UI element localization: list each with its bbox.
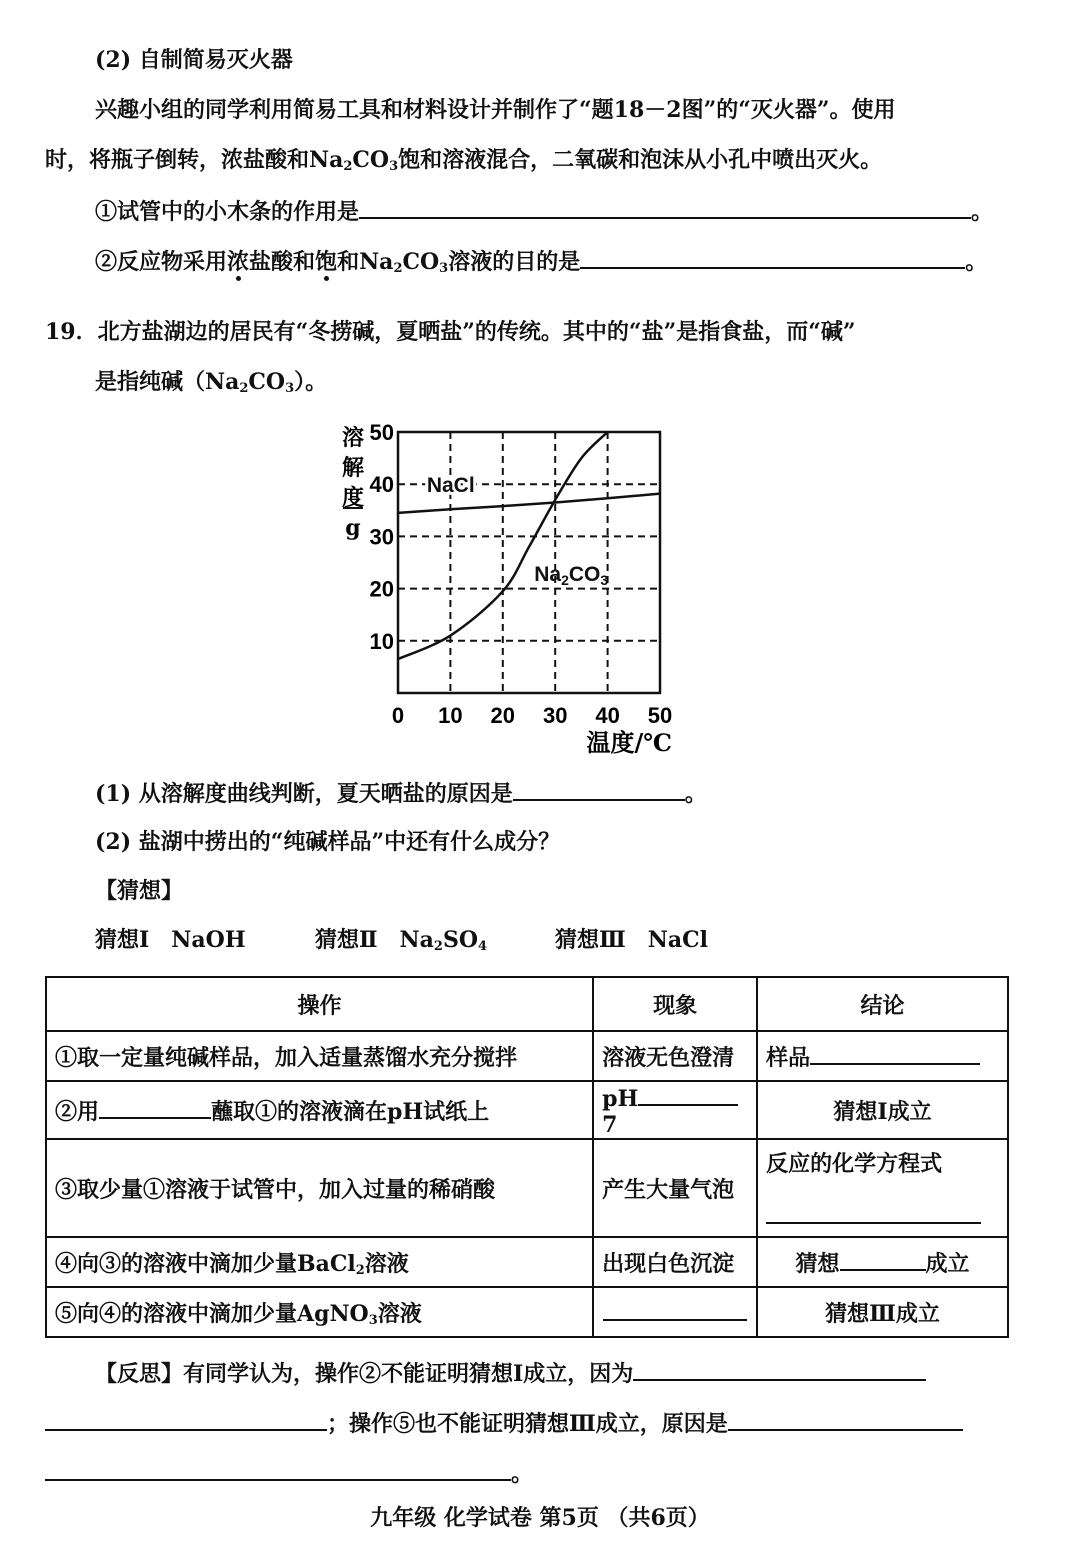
header-phenomenon: 现象	[593, 977, 757, 1031]
row3-phenomenon: 产生大量气泡	[593, 1139, 757, 1237]
y-axis-label-char: 溶	[341, 425, 365, 451]
solubility-chart	[330, 415, 690, 755]
y-axis-label-char: 解	[341, 455, 365, 481]
row2-phenomenon: pH7	[593, 1081, 757, 1139]
answer-blank[interactable]	[45, 1407, 327, 1431]
row4-phenomenon: 出现白色沉淀	[593, 1237, 757, 1287]
reflect-line1: 【反思】有同学认为，操作②不能证明猜想Ⅰ成立，因为	[95, 1357, 926, 1389]
x-tick-label: 20	[490, 703, 516, 728]
row1-operation: ①取一定量纯碱样品，加入适量蒸馏水充分搅拌	[46, 1031, 593, 1081]
header-conclusion: 结论	[757, 977, 1008, 1031]
table-row	[46, 1287, 1008, 1337]
answer-blank[interactable]	[638, 1082, 738, 1106]
table-row	[46, 1237, 1008, 1287]
q18-item1: ①试管中的小木条的作用是 。	[95, 195, 993, 227]
reflect-line2: ；操作⑤也不能证明猜想Ⅲ成立，原因是	[45, 1407, 963, 1439]
guess-2: 猜想Ⅱ $Na_2SO_4$	[315, 927, 488, 954]
series-label-na2co3: Na2CO3	[534, 562, 609, 588]
row3-conclusion: 反应的化学方程式	[757, 1139, 1008, 1237]
y-tick-label: 40	[369, 472, 394, 498]
table-row	[46, 1031, 1008, 1081]
q18-sub2-title: (2) 自制简易灭火器	[95, 47, 293, 73]
table-row	[46, 1081, 1008, 1139]
answer-blank[interactable]	[810, 1041, 980, 1065]
row5-operation: ⑤向④的溶液中滴加少量AgNO$_3$溶液	[46, 1287, 593, 1337]
x-tick-label: 0	[391, 703, 405, 728]
q19-stem-line2: 是指纯碱$(Na_2CO_3)$。	[95, 369, 328, 396]
q19-sub2: (2) 盐湖中捞出的“纯碱样品”中还有什么成分？	[95, 829, 561, 855]
y-tick-label: 30	[369, 524, 394, 550]
y-tick-label: 10	[369, 628, 394, 654]
row2-conclusion: 猜想Ⅰ成立	[757, 1081, 1008, 1139]
answer-blank[interactable]	[45, 1457, 511, 1481]
row5-phenomenon	[593, 1287, 757, 1337]
q18-intro-line1: 兴趣小组的同学利用简易工具和材料设计并制作了“题18－2图”的“灭火器”。使用	[95, 97, 896, 123]
row5-conclusion: 猜想Ⅲ成立	[757, 1287, 1008, 1337]
guess-3: 猜想Ⅲ NaCl	[555, 927, 709, 953]
table-row	[46, 1139, 1008, 1237]
y-tick-label: 20	[369, 576, 394, 602]
x-tick-label: 50	[647, 703, 673, 728]
answer-blank[interactable]	[359, 195, 971, 219]
answer-blank[interactable]	[99, 1095, 211, 1119]
reflect-line3: 。	[45, 1457, 533, 1489]
q18-intro-line2: 时，将瓶子倒转，浓盐酸和$Na_2CO_3$饱和溶液混合，二氧碳和泡沫从小孔中喷出灭火。	[45, 147, 883, 174]
answer-blank[interactable]	[728, 1407, 963, 1431]
table-header-row	[46, 977, 1008, 1031]
row1-conclusion: 样品	[757, 1031, 1008, 1081]
answer-blank[interactable]	[633, 1357, 926, 1381]
answer-blank[interactable]	[766, 1200, 981, 1224]
x-tick-label: 10	[438, 703, 463, 728]
header-operation: 操作	[46, 977, 593, 1031]
answer-blank[interactable]	[580, 245, 965, 269]
y-axis-label-char: 度	[341, 485, 365, 511]
series-label-nacl: NaCl	[426, 474, 475, 498]
plot-frame	[398, 432, 660, 693]
q19-stem-line1: 19．北方盐湖边的居民有“冬捞碱，夏晒盐”的传统。其中的“盐”是指食盐，而“碱”	[45, 319, 856, 345]
page-footer: 九年级 化学试卷 第5页 （共6页）	[370, 1505, 710, 1531]
answer-blank[interactable]	[603, 1297, 747, 1321]
y-axis-label-char: g	[345, 515, 361, 541]
answer-blank[interactable]	[513, 777, 685, 801]
row4-conclusion: 猜想 成立	[757, 1237, 1008, 1287]
guess-1: 猜想Ⅰ NaOH	[95, 927, 246, 953]
row1-phenomenon: 溶液无色澄清	[593, 1031, 757, 1081]
x-tick-label: 40	[595, 703, 620, 728]
experiment-table	[45, 976, 1009, 1338]
x-axis-label: 温度/℃	[586, 728, 672, 755]
y-tick-label: 50	[369, 420, 394, 445]
q18-item2: ②反应物采用浓盐酸和饱和$Na_2CO_3$溶液的目的是 。	[95, 245, 987, 284]
answer-blank[interactable]	[840, 1247, 926, 1271]
row3-operation: ③取少量①溶液于试管中，加入过量的稀硝酸	[46, 1139, 593, 1237]
row4-operation: ④向③的溶液中滴加少量BaCl$_2$溶液	[46, 1237, 593, 1287]
x-tick-label: 30	[542, 703, 568, 728]
guess-heading: 【猜想】	[95, 878, 184, 904]
q19-sub1: (1) 从溶解度曲线判断，夏天晒盐的原因是 。	[95, 777, 707, 809]
row2-operation: ②用 蘸取①的溶液滴在pH试纸上	[46, 1081, 593, 1139]
